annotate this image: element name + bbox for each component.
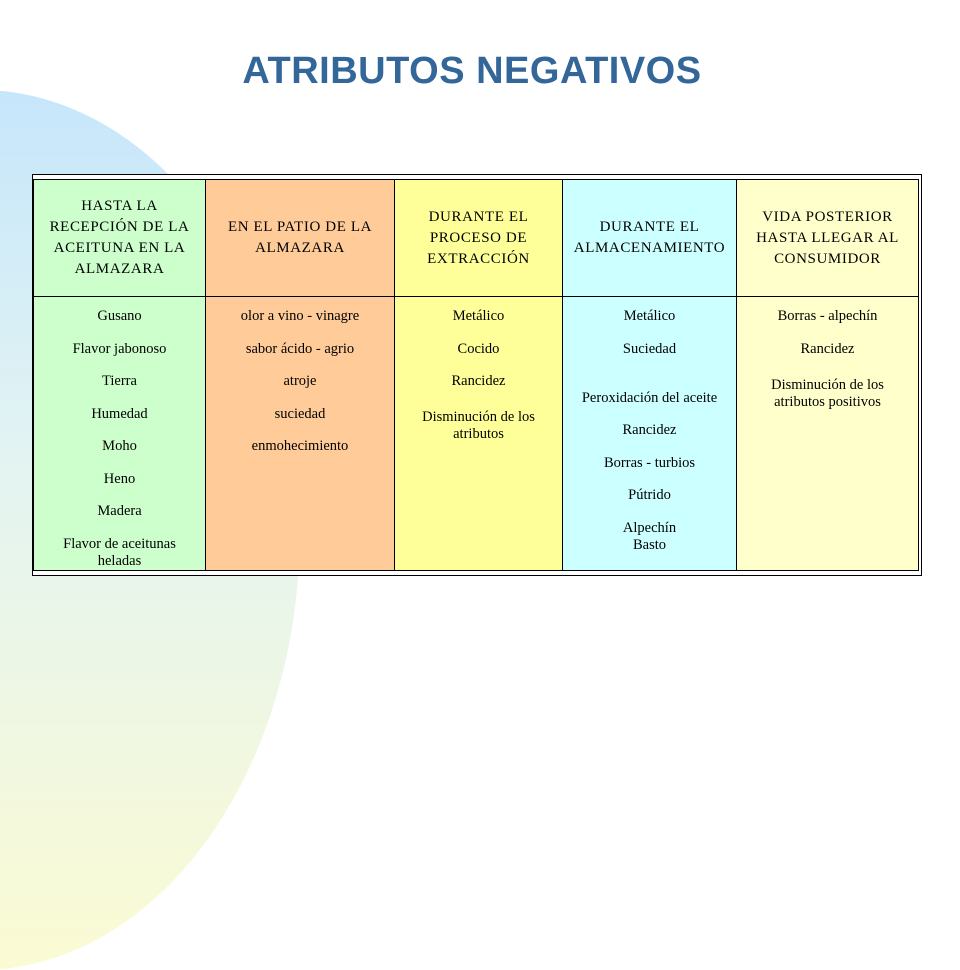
column-items	[395, 308, 562, 459]
list-item: Pútrido	[628, 487, 671, 503]
column-items	[34, 308, 205, 585]
list-item: Rancidez	[622, 422, 677, 438]
list-item: Rancidez	[800, 340, 855, 357]
list-item: atroje	[283, 373, 317, 389]
column-reception	[33, 179, 206, 571]
list-item: Peroxidación del aceite	[581, 389, 718, 406]
list-item: suciedad	[274, 405, 326, 422]
column-extraction	[394, 179, 563, 571]
column-yard	[205, 179, 395, 571]
column-header: EN EL PATIO DE LA ALMAZARA	[206, 180, 394, 297]
list-item: Borras - alpechín	[777, 308, 878, 324]
list-item: Metálico	[452, 308, 505, 324]
attributes-table	[32, 174, 922, 576]
column-items	[737, 308, 918, 426]
list-item: Gusano	[97, 308, 142, 324]
list-item: enmohecimiento	[251, 438, 349, 454]
column-consumer	[736, 179, 919, 571]
column-header: VIDA POSTERIOR HASTA LLEGAR AL CONSUMIDOR	[737, 180, 918, 297]
column-items	[563, 308, 736, 554]
list-item: Moho	[102, 438, 137, 454]
list-item: Cocido	[457, 340, 500, 357]
list-item: Suciedad	[622, 340, 677, 357]
list-item: Flavor de aceitunas heladas	[63, 535, 176, 569]
list-item: Disminución de los atributos positivos	[771, 376, 884, 410]
column-header: DURANTE EL PROCESO DE EXTRACCIÓN	[395, 180, 562, 297]
list-item: Metálico	[623, 308, 676, 324]
list-item: Humedad	[91, 405, 148, 422]
list-item: Tierra	[102, 373, 137, 389]
list-item: Flavor jabonoso	[72, 340, 167, 357]
list-item: Rancidez	[451, 373, 506, 389]
list-item: Borras - turbios	[603, 454, 695, 471]
column-items	[206, 308, 394, 471]
column-header: DURANTE EL ALMACENAMIENTO	[563, 180, 736, 297]
page-title: ATRIBUTOS NEGATIVOS	[242, 50, 702, 92]
list-item: Alpechín	[622, 519, 677, 536]
list-item: olor a vino - vinagre	[240, 308, 360, 324]
list-item: sabor ácido - agrio	[245, 340, 355, 357]
list-item: Madera	[97, 503, 142, 519]
list-item: Disminución de los atributos	[422, 409, 535, 442]
column-storage	[562, 179, 737, 571]
column-header: HASTA LA RECEPCIÓN DE LA ACEITUNA EN LA ALMAZARA	[34, 180, 205, 297]
list-item: Basto	[632, 536, 667, 553]
list-item: Heno	[103, 470, 136, 487]
